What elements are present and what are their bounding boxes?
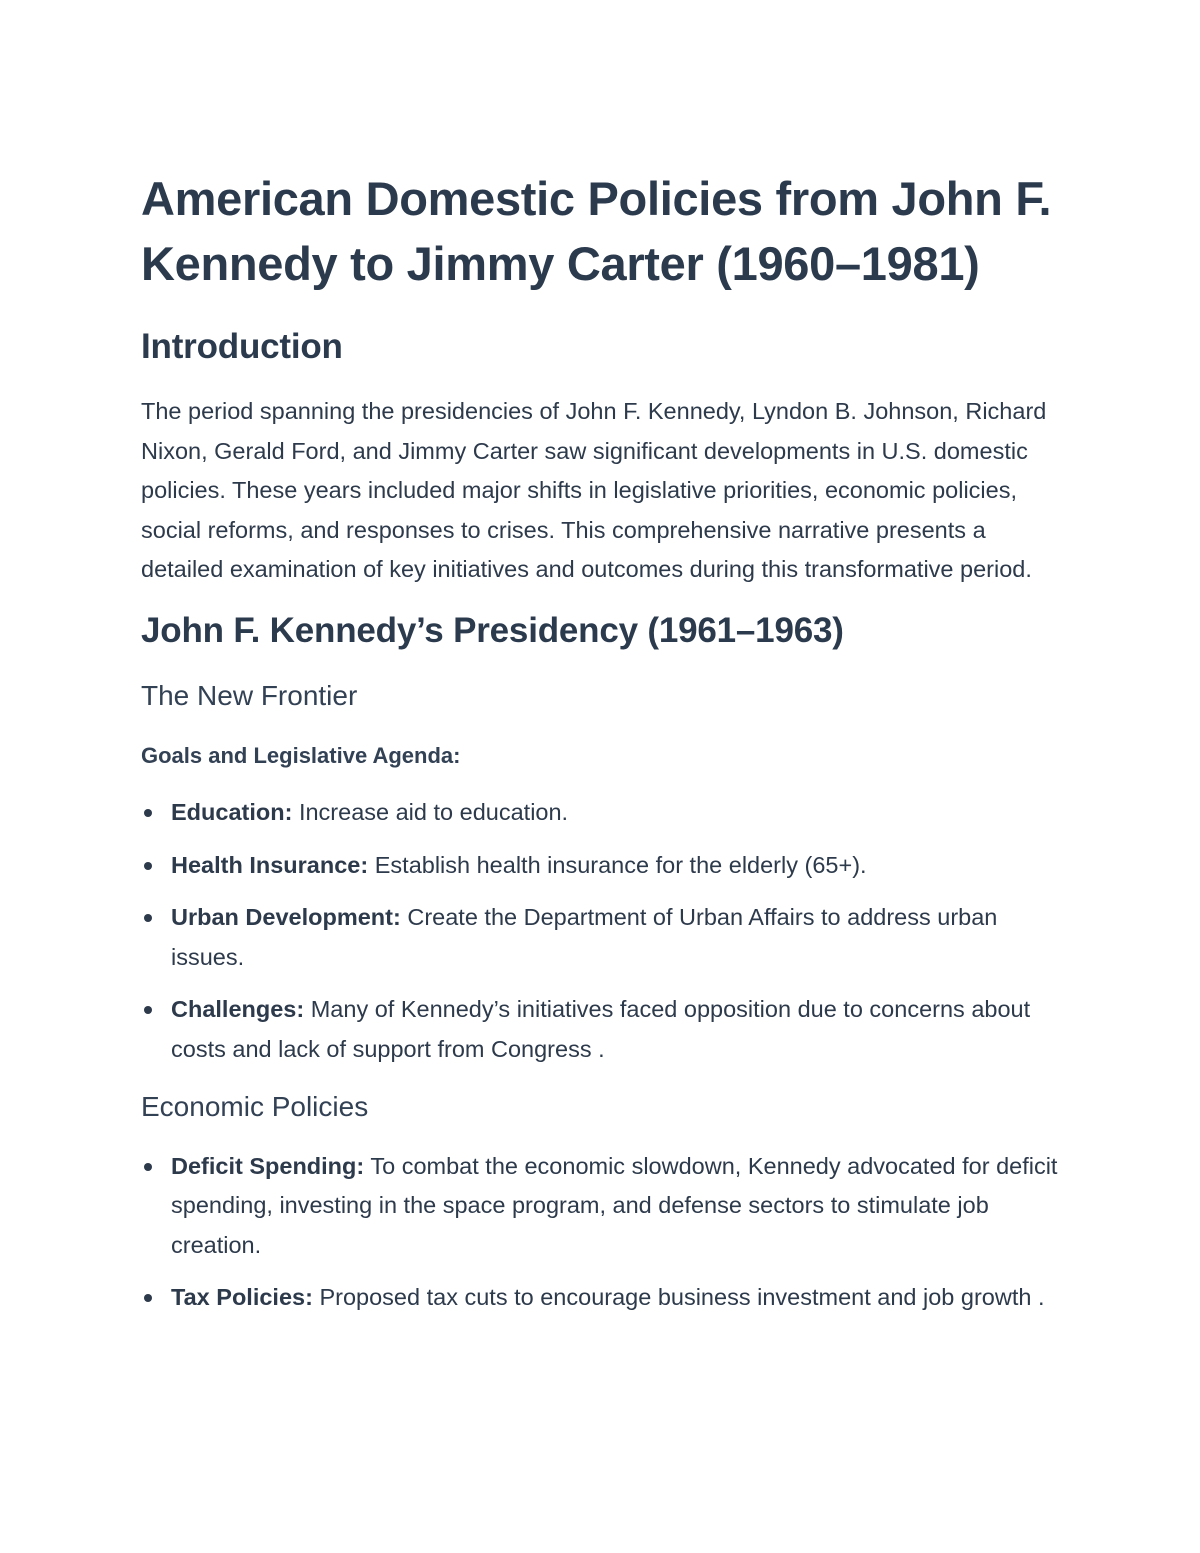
bullet-dot-icon xyxy=(144,1163,152,1171)
list-item-text: To combat the economic slowdown, Kennedy advocated for deficit spending, investing in the space program, and defense sectors to stimulate job creation. xyxy=(171,1152,1058,1258)
bullet-dot-icon xyxy=(144,1294,152,1302)
list-item xyxy=(141,846,1060,886)
list-item-text: Create the Department of Urban Affairs to address urban issues. xyxy=(171,904,998,970)
bullet-dot-icon xyxy=(144,809,152,817)
new-frontier-heading: The New Frontier xyxy=(141,679,358,711)
list-item-term: Urban Development: xyxy=(171,904,401,931)
bullet-dot-icon xyxy=(144,1006,152,1014)
economic-policies-list xyxy=(141,1147,1060,1318)
list-item-term: Deficit Spending: xyxy=(171,1152,365,1179)
list-item-text: Proposed tax cuts to encourage business investment and job growth . xyxy=(319,1284,1045,1311)
list-item-term: Education: xyxy=(171,798,293,825)
economic-policies-heading: Economic Policies xyxy=(141,1090,369,1122)
list-item xyxy=(141,898,1060,977)
list-item xyxy=(141,793,1060,833)
list-item xyxy=(141,990,1060,1069)
list-item-text: Increase aid to education. xyxy=(298,798,569,825)
bullet-dot-icon xyxy=(144,914,152,922)
list-item-term: Challenges: xyxy=(171,996,305,1023)
kennedy-section-heading: John F. Kennedy’s Presidency (1961–1963) xyxy=(141,610,844,650)
list-item-text: Many of Kennedy’s initiatives faced opposition due to concerns about costs and lack of support from Congress . xyxy=(171,996,1031,1062)
list-item xyxy=(141,1278,1060,1318)
goals-list xyxy=(141,793,1060,1070)
document-title: American Domestic Policies from John F. Kennedy to Jimmy Carter (1960–1981) xyxy=(141,172,1052,290)
introduction-heading: Introduction xyxy=(141,327,343,366)
list-item-text: Establish health insurance for the elderly (65+). xyxy=(374,851,867,878)
list-item xyxy=(141,1147,1060,1266)
list-item-term: Tax Policies: xyxy=(171,1284,313,1311)
introduction-paragraph: The period spanning the presidencies of John F. Kennedy, Lyndon B. Johnson, Richard Nixon, Gerald Ford, and Jimmy Carter saw significant developments in U.S. domestic policies. These years included major shifts in legislative priorities, economic policies, social reforms, and responses to crises. This comprehensive narrative presents a detailed examination of key initiatives and outcomes during this transformative period. xyxy=(141,398,1047,583)
bullet-dot-icon xyxy=(144,862,152,870)
list-item-term: Health Insurance: xyxy=(171,851,369,878)
goals-subheading: Goals and Legislative Agenda: xyxy=(141,742,461,768)
